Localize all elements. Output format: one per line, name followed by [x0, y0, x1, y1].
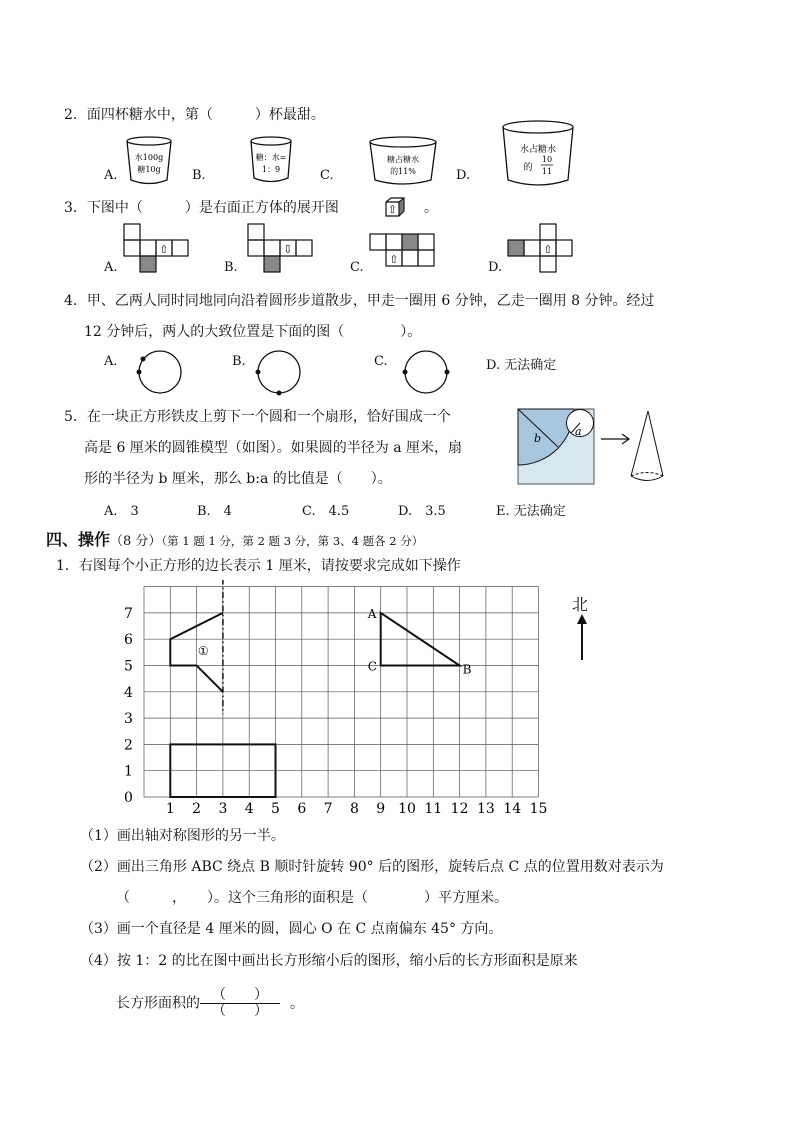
north-arrow-icon: [574, 612, 590, 662]
point-c-label: C: [367, 659, 377, 674]
s4q1-sub3: （3）画一个直径是 4 厘米的圆，圆心 O 在 C 点南偏东 45° 方向。: [80, 921, 503, 937]
q4-line1: 4．甲、乙两人同时同地同向沿着圆形步道散步，甲走一圈用 6 分钟，乙走一圈用 8 分钟。经过: [64, 293, 655, 309]
q5-option-e: E. 无法确定: [496, 504, 566, 519]
s4q1-sub4-end: 。: [290, 995, 304, 1012]
x-label: 2: [192, 801, 202, 817]
q2-option-d-letter: D.: [456, 168, 471, 183]
point-a-label: A: [367, 606, 377, 621]
x-label: 5: [271, 801, 280, 817]
net-a-arrow: ⇧: [159, 243, 169, 256]
s4q1-sub1: （1）画出轴对称图形的另一半。: [80, 828, 285, 844]
section4-header: [46, 527, 423, 550]
y-axis-labels: [124, 606, 133, 806]
s4q1-sub4-line1: （4）按 1：2 的比在图中画出长方形缩小后的图形，缩小后的长方形面积是原来: [80, 953, 578, 969]
q5-option-a: A. 3: [104, 504, 139, 519]
x-label: 1: [165, 801, 175, 817]
q4-circle-a-diagram: [135, 348, 185, 396]
cup-b-icon: [246, 136, 296, 186]
cup-c-label2: 的11%: [390, 167, 416, 176]
x-label: 4: [244, 801, 254, 817]
q4-option-a-letter: A.: [104, 354, 118, 369]
q4-circle-c-diagram: [400, 348, 452, 396]
cup-a-label2: 糖10g: [137, 165, 161, 174]
x-label: 7: [323, 801, 333, 817]
q5-option-d: D. 3.5: [398, 504, 446, 519]
q4-option-b-letter: B.: [232, 354, 246, 369]
q2-option-b-letter: B.: [192, 168, 206, 183]
x-axis-labels: [166, 801, 548, 817]
cup-a-icon: [122, 136, 176, 188]
section4-note: （第 1 题 1 分，第 2 题 3 分，第 3、4 题各 2 分）: [161, 534, 424, 548]
q3-text-end: 。: [424, 200, 438, 216]
north-label: 北: [572, 595, 589, 614]
q3-option-d-letter: D.: [488, 260, 503, 275]
q3-option-a-letter: A.: [104, 260, 118, 275]
x-label: 8: [349, 801, 359, 817]
section4-title: 四、操作: [46, 530, 111, 549]
cup-d-frac-num: 10: [541, 155, 553, 164]
q5-cone-diagram: [598, 408, 668, 488]
answer-fraction: [200, 988, 280, 1019]
q2-text: 2．面四杯糖水中，第（ ）杯最甜。: [64, 107, 325, 123]
s4q1-text: 1．右图每个小正方形的边长表示 1 厘米，请按要求完成如下操作: [56, 558, 461, 574]
cup-c-icon: [366, 136, 440, 188]
q2-option-c-letter: C.: [320, 168, 334, 183]
q4-option-d-letter: D. 无法确定: [486, 358, 557, 373]
net-c-diagram: [368, 232, 438, 272]
y-label: 2: [124, 737, 133, 754]
x-label: 6: [297, 801, 307, 817]
x-label: 13: [476, 801, 495, 817]
x-label: 11: [424, 801, 443, 817]
x-label: 3: [218, 801, 228, 817]
s4q1-sub2-line1: （2）画出三角形 ABC 绕点 B 顺时针旋转 90° 后的图形，旋转后点 C 点的位置用数对表示为: [80, 859, 664, 875]
q3-option-b-letter: B.: [224, 260, 238, 275]
q5-label-b: b: [534, 432, 542, 445]
cube-icon: [384, 196, 406, 218]
q5-label-a: a: [575, 425, 582, 438]
net-a-diagram: [122, 222, 192, 276]
cup-d-label2: 的: [523, 163, 533, 173]
section4-score: （8 分）: [110, 534, 162, 549]
q5-square-diagram: [516, 406, 600, 486]
cup-d-label1: 水占糖水: [519, 145, 557, 155]
s4q1-sub2-line2: （ ， ）。这个三角形的面积是（ ）平方厘米。: [116, 890, 508, 906]
q4-circle-b-diagram: [254, 348, 304, 396]
net-d-arrow: ⇧: [543, 243, 553, 256]
shape-number-mark: ①: [197, 643, 209, 658]
y-label: 5: [124, 658, 133, 675]
net-d-diagram: [506, 222, 576, 276]
q4-option-c-letter: C.: [374, 354, 388, 369]
x-label: 15: [529, 801, 548, 817]
q5-line3: 形的半径为 b 厘米，那么 b:a 的比值是（ ）。: [84, 471, 392, 487]
y-label: 0: [124, 790, 133, 806]
q4-line2: 12 分钟后，两人的大致位置是下面的图（ ）。: [84, 324, 422, 340]
q5-line2: 高是 6 厘米的圆锥模型（如图）。如果圆的半径为 a 厘米，扇: [84, 440, 463, 456]
point-b-label: B: [462, 662, 472, 677]
grid-lines: [144, 587, 539, 797]
net-b-diagram: [246, 222, 316, 276]
fraction-denominator-blank: （ ）: [212, 1003, 268, 1019]
y-label: 6: [124, 632, 133, 649]
y-label: 1: [124, 763, 133, 780]
cup-a-label1: 水100g: [134, 153, 164, 162]
cup-b-label2: 1：9: [261, 165, 281, 174]
q3-option-c-letter: C.: [350, 260, 364, 275]
s4q1-sub4-prefix: 长方形面积的: [116, 995, 200, 1012]
q5-option-c: C. 4.5: [302, 504, 350, 519]
fraction-numerator-blank: （ ）: [200, 988, 280, 1004]
y-label: 7: [124, 605, 133, 622]
net-b-arrow: ⇩: [283, 243, 293, 256]
s4q1-sub4-line2: [116, 988, 304, 1019]
cube-arrow: ⇧: [387, 203, 398, 216]
q5-line1: 5．在一块正方形铁皮上剪下一个圆和一个扇形，恰好围成一个: [64, 409, 451, 425]
y-label: 3: [124, 711, 133, 728]
cup-c-label1: 糖占糖水: [387, 155, 419, 164]
x-label: 9: [376, 801, 386, 817]
cup-d-frac-den: 11: [541, 167, 553, 176]
q2-option-a-letter: A.: [104, 168, 118, 183]
coordinate-grid: [120, 580, 600, 820]
q5-option-b: B. 4: [197, 504, 232, 519]
x-label: 14: [503, 801, 522, 817]
cup-d-icon: [500, 120, 576, 190]
x-label: 12: [450, 801, 469, 817]
y-label: 4: [124, 684, 133, 701]
cup-b-label1: 糖：水=: [255, 153, 287, 162]
net-c-arrow: ⇧: [389, 253, 399, 266]
x-label: 10: [398, 801, 416, 817]
q3-text: 3．下图中（ ）是右面正方体的展开图: [64, 200, 339, 216]
